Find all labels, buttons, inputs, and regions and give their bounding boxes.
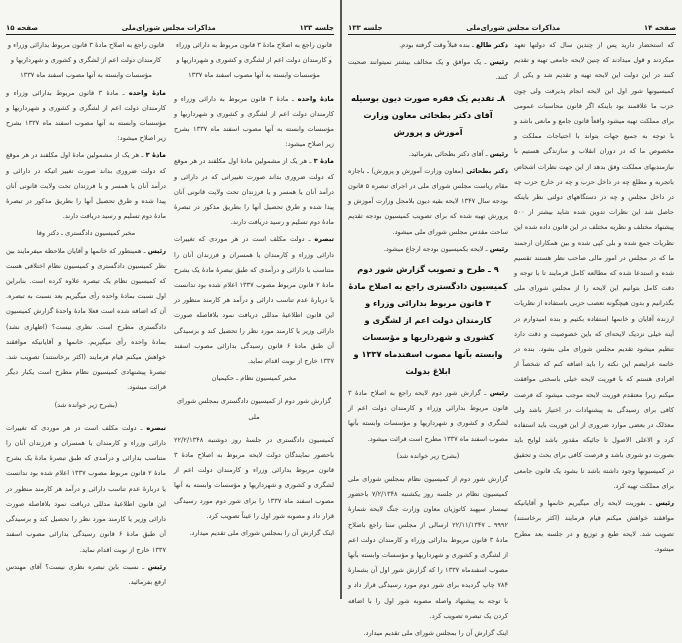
centered-text [6, 398, 166, 413]
speaker-name: دکتر طالع [476, 41, 508, 49]
speaker-name: تبصره [146, 423, 166, 432]
page-header [6, 18, 334, 35]
text: ـ مادهٔ ۳ قانون مربوط بدارائی وزراء و کارمندان دولت اعم از لشگری و کشوری و شهرداریها و مؤسسات وابسته به آنها مصوب اسفند ماه ۱۳۳۷ بشرح زیر اصلاح میشود: [6, 88, 166, 143]
paragraph [174, 433, 334, 524]
text: گزارش شور دوم از کمیسیون نظام بمجلس شورای ملی کمیسیون نظام در جلسه روز یکشنبه ۷/۲/۱۳۴۸ باحضور تیمسار سپهبد کاتوزیان معاون وزارت جنگ لایحه شمارهٔ ۹۹۹۲ ـ ۲۲/۱۱/۱۳۴۷ ارسالی از مجلس سنا راجع باصلاح مادهٔ ۳ قانون مربوط بدارائی وزراء و کارمندان دولت اعم از لشگری و کشوری و شهرداریها و مؤسسات وابسته بآنها مصوب اسفندماه ۱۳۳۷ را که گزارش شور اول آن بشمارهٔ ۷۸۴ چاپ گردیده برای شور دوم مورد رسیدگی قرار داد و با توجه به پیشنهاد واصله مصوبه شور اول را با اضافه کردن یک تبصره تصویب کرد. [348, 475, 509, 620]
text: کمیسیون دادگستری در جلسهٔ روز دوشنبه ۲۲/۲/۱۳۴۸ باحضور نمایندگان دولت لایحه مربوط به اصلاح مادهٔ ۳ قانون مربوط بدارائی وزراء و کارمندان دولت اعم از لشگری و کشوری و شهرداریها و مؤسسات وابسته به آنها مصوب اسفند ماه ۱۳۳۷ را برای شور دوم مورد رسیدگی قرار داد و مصوبه شور اول را عیناً تصویب کرد. [174, 435, 335, 520]
text: مخبر کمیسیون دادگستری ـ دکتر وفا [36, 229, 136, 238]
paragraph [348, 147, 508, 162]
session-number: جلسه ۱۳۳ [299, 24, 334, 32]
paragraph [348, 472, 508, 624]
text: اینک گزارش آن را بمجلس شورای ملی تقدیم میدارد. [363, 629, 508, 638]
right-page [342, 0, 682, 638]
paragraph [174, 232, 334, 369]
text: ـ دولت مکلف است در هر موردی که تغییرات دارائی وزراء و کارمندان یا همسران و فرزندان آنان را متناسب بدارائی و درآمدی که طبق تبصرهٔ مادهٔ یک بشرح مادهٔ ۲ قانون مربوط مصوب ۱۳۳۷ اعلام شده بود ندانست یا دربارهٔ عدم تناسب دارائی و درآمد هر کارمند منظور در این قانون اطلاعیهٔ مدللی دریافت نمود بلافاصله صورت دارائی وزیر یا کارمند مورد نظر را تحصیل کند و برسیدگی آن طبق مادهٔ ۶ قانون رسیدگی بدارائی مصوب اسفند ۱۳۳۷ خارج از نوبت اقدام نماید. [6, 423, 167, 554]
speaker-name: رئیس [147, 246, 166, 255]
text: ـ یک موافق و یک مخالف بیشتر نمیتوانند صحبت کنند. [348, 58, 508, 82]
speaker-name: رئیس [655, 499, 674, 508]
text: ـ دولت مکلف است در هر موردی که تغییرات دارائی وزراء و کارمندان یا همسران و فرزندان آنان را متناسب با دارائی و درآمدی که طبق تبصرهٔ مادهٔ یک بشرح مادهٔ ۲ قانون مربوط مصوب ۱۳۳۷ اعلام شده بود ندانست یا دربارهٔ عدم تناسب دارائی و درآمد هر کارمند منظور در این قانون اطلاعیهٔ مدللی دریافت نمود بلافاصله صورت دارائی وزیر یا کارمند مورد نظر را تحصیل کند و برسیدگی آن طبق مادهٔ ۶ قانون رسیدگی بدارائی مصوب اسفند ۱۳۳۷ خارج از نوبت اقدام نماید. [174, 235, 335, 366]
paragraph [6, 148, 166, 224]
publication-title: مذاکرات مجلس شورای‌ملی [466, 24, 561, 32]
speaker-name: مادهٔ ۳ [145, 151, 166, 160]
text: (بشرح زیر خوانده شد) [396, 451, 460, 460]
text: قانون راجع به اصلاح مادهٔ ۳ قانون مربوط بدارائی وزراء و کارمندان دولت اعم از لشگری و کشوری و شهرداریها و مؤسسات وابسته به آنها مصوب اسفند ماه ۱۳۳۷ [7, 41, 165, 80]
session-number: جلسه ۱۳۳ [348, 24, 383, 32]
text-column-left [348, 38, 508, 643]
centered-text [174, 394, 334, 424]
speaker-name: مادهٔ واحده [297, 94, 334, 103]
text: ـ هر یک از مشمولین مادهٔ اول مکلفند در هر موقع که دولت ضروری بداند صورت تغییر اتیکه در دارائی و درآمد آنان یا همسر و یا فرزندان تحت ولایت قانونی آنان پیدا شده و طرق تحصیل آنها را بطریق مذکور در تبصرهٔ مادهٔ دوم تسلیم و رسید دریافت دارند. [6, 151, 166, 221]
text: ـ بفوریت لایحه رأی میگیریم خانمها و آقایانیکه موافقند خواهش میکنم قیام فرمایند (اکثر برخاستند) تصویب شد. لایحه طبع و توزیع و در جلسه بعد مطرح میشود. [514, 499, 674, 553]
text: ـ آقای دکتر بطحائی بفرمائید. [408, 149, 490, 158]
speaker-name: رئیس [147, 562, 166, 571]
page-header [348, 18, 676, 35]
text-column-left [6, 38, 166, 592]
speaker-name: مادهٔ ۳ [313, 157, 334, 166]
paragraph [174, 526, 334, 541]
publication-title: مذاکرات مجلس شورای‌ملی [121, 24, 216, 32]
centered-text [174, 371, 334, 386]
text: ۹ ـ طرح و تصویب گزارش شور دوم کمیسیون دادگستری راجع به اصلاح مادهٔ ۳ قانون مربوط بدارائی وزراء و کارمندان دولت اعم از لشگری و کشوری و شهرداریها و مؤسسات وابسته بآنها مصوب اسفندماه ۱۳۳۷ و ابلاغ بدولت [348, 264, 508, 377]
text: گزارش شور دوم از کمیسیون دادگستری بمجلس شورای ملی [176, 397, 332, 421]
paragraph [6, 560, 166, 590]
speaker-name: مادهٔ واحده [128, 88, 166, 97]
paragraph [514, 38, 674, 494]
paragraph [174, 92, 334, 153]
speaker-name: دکتر بطحائی [466, 166, 508, 175]
paragraph [514, 496, 674, 557]
text: ـ هر یک از مشمولین مادهٔ اول مکلفند در هر موقع که دولت ضروری بداند صورت تغییراتی که در دارائی و درآمد آنان یا همسر و یا فرزندان تحت ولایت قانونی آنان پیدا شده و طرق تحصیل آنها را بطریق مذکور در تبصرهٔ مادهٔ دوم تسلیم و رسید دریافت دارند. [174, 157, 334, 227]
section-heading [348, 90, 508, 141]
text: ـ همینطور که خانمها و آقایان ملاحظه میفرمایند بین نظر کمیسیون دادگستری و کمیسیون نظام اختلافی هست که کمیسیون نظام یک تبصره علاوه کرده است. بنابراین اول نسبت بمادهٔ واحده رأی میگیریم بعد نسبت به تبصره. آن که اضافه شده است فعلا مادهٔ واحدهٔ گزارش کمیسیون دادگستری مطرح است. نظری نیست؟ (اظهاری نشد) بمادهٔ واحده رأی میگیریم. خانمها و آقایانیکه موافقند خواهش میکنم قیام فرمایند (اکثر برخاستند) تصویب شد. تبصرهٔ پیشنهادی کمیسیون نظام مطرح است یکبار دیگر قرائت میشود. [6, 246, 166, 392]
speaker-name: رئیس [489, 389, 508, 398]
speaker-name: تبصره [314, 235, 334, 244]
text: ـ لایحه بکمیسیون بودجه ارجاع میشود. [383, 244, 490, 253]
section-heading [348, 261, 508, 380]
paragraph [348, 386, 508, 447]
centered-text [348, 449, 508, 464]
text: قانون راجع به اصلاح مادهٔ ۳ قانون مربوط به دارائی وزراء و کارمندان دولت اعم از لشگری و کشوری و شهرداریها و مؤسسات وابسته به آنها مصوب اسفند ماه ۱۳۳۷ [175, 41, 332, 80]
paragraph [348, 55, 508, 85]
speaker-name: رئیس [489, 58, 508, 67]
text: اینک گزارش آن را بمجلس شورای ملی تقدیم میدارد. [189, 529, 334, 538]
text-column-right [514, 38, 674, 559]
paragraph [348, 38, 508, 53]
paragraph [348, 164, 508, 240]
left-page [0, 0, 340, 599]
text: (بشرح زیر خوانده شد) [54, 400, 118, 409]
text: ۸ـ تقدیم یک فقره صورت دیون بوسیله آقای دکتر بطحائی معاون وزارت آموزش و پرورش [350, 92, 506, 137]
text: ـ گزارش شور دوم لایحه راجع به اصلاح مادهٔ ۳ قانون مربوط بدارائی وزراء و کارمندان دولت اعم از لشگری و کشوری و شهرداریها و مؤسسات وابسته بآنها مصوب اسفند ماه ۱۳۳۷ مطرح است قرائت میشود. [348, 389, 508, 443]
paragraph [348, 242, 508, 257]
paragraph [6, 244, 166, 396]
centered-text [6, 226, 166, 241]
paragraph [348, 626, 508, 641]
page-number: صفحه ۱۴ [643, 24, 676, 32]
text: مخبر کمیسیون نظام ـ حکیمیان [211, 374, 297, 383]
centered-text [6, 38, 166, 84]
centered-text [174, 38, 334, 84]
text: ـ بنده قبلاً وقت گرفته بودم. [399, 41, 477, 49]
text-column-right [174, 38, 334, 543]
paragraph [6, 86, 166, 147]
text: ـ مادهٔ ۳ قانون مربوط به دارائی وزراء و کارمندان دولت اعم از لشگری و کشوری و شهرداریها و مؤسسات وابسته به آنها مصوب اسفند ماه ۱۳۳۷ بشرح زیر اصلاح میشود: [174, 94, 334, 149]
paragraph [6, 421, 166, 558]
text: (معاون وزارت آموزش و پرورش) ـ باجازه مقام ریاست مجلس شورای ملی در اجرای تبصره ۵ قانون بودجه سال ۱۳۴۷ لایحه بقیه دیون بلامحل وزارت آموزش و پرورش تهیه شده که برای تصویب کمیسیون بودجه تقدیم ساحت مقدس مجلس شورای ملی میشود. [348, 166, 508, 236]
page-number: صفحه ۱۵ [6, 24, 39, 32]
speaker-name: رئیس [489, 244, 508, 253]
speaker-name: رئیس [489, 149, 508, 158]
paragraph [174, 154, 334, 230]
text: که استحضار دارید پس از چندین سال که دولتها تعهد میکردند و قول میدادند که چنین لایحه جامعی تهیه و تقدیم کنند در این دولت این لایحه تهیه و تقدیم شد و یکی از کمیسیونها شور اول این لایحه انجام پذیرفت ولی چون حزب ما علاقمند بود باینکه اگر قانون محاسبات عمومی برای مملکت تهیه میشود واقعاً قانون جامع و مانعی باشد و با توجه به جمیع جهات بتواند با احتیاجات مملکت و مخصوص ما که در دوران انقلاب و سازندگی هستیم با نیازمندیهای مملکت وفق بدهد از این جهت نظرات اشخاص باتجربه و مطلع چه در داخل حزب و چه در خارج حزب چه در داخل مجلس و چه در دستگاههای دولتی نظر باینکه حاصل شد این نظرات تدوین شده شاید بیشتر از ۵۰۰ پیشنهاد مختلف و نظریه مختلف در این قانون داده شده این نظریات جمع شده و بلی کپی شده و بین همکاران ارجمند ما که در مجلس در امور مالی صاحب نظر هستند تقسیم شده و استدعا شده که مطالعه کامل فرمایند تا با توجه و دقت کامل بتوانیم این لایحه را از مجلس شورای ملی بگذرانیم و بدون هیچگونه تعصب حزبی باستفاده از نظریات ارزنده آقایان و خانمها استفاده بکنیم و بنده امیدوارم در آینه خیلی نزدیک لایحه‌ای که باین خصوصیت و دقت دارد تنظیم میشود تقدیم مجلس شورای ملی بشود. بنده در خاتمه عرایضم این نکته را باید اضافه کنم که شخصاً از افرادی هستم که با فوریت لایحه خیلی باسختی موافقت میکنم زیرا معتقدم فوریت لایحه موجب میشود که فرصت کافی برای رسیدگی به پیشنهادات در اختیار باشد ولی معذلک در بعضی موارد ضروری از این فوریت باید استفاده کرد و الاعلی الاصول تا جائیکه مقدور باشد لوایح باید بصورت دو شوری باشد و فرصت کافی برای بحث و تحقیق در کمیسیونها وجود داشته باشد تا بشود یک قانون جامعی برای مملکت تهیه کرد. [514, 41, 674, 490]
text: ـ نسبت باین تبصره نظری نیست؟ آقای مهندس ارفع بفرمائید. [6, 562, 166, 586]
